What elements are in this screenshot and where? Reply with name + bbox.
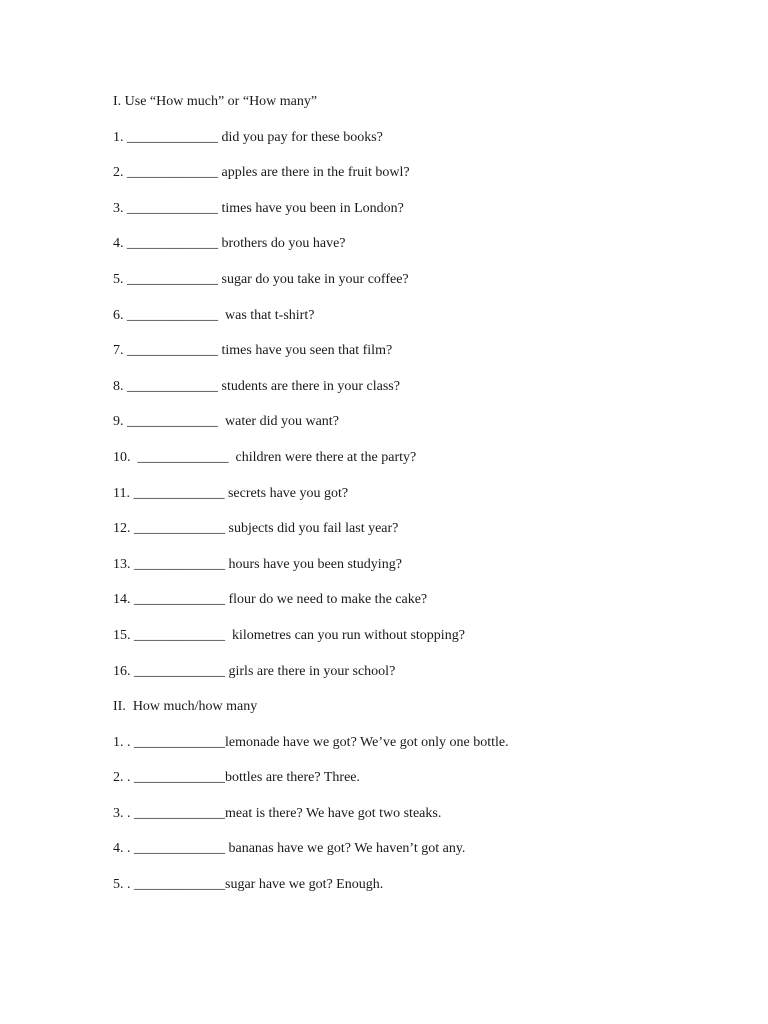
exercise-item: 10. _____________ children were there at the party?: [113, 449, 417, 465]
exercise-item: 8. _____________ students are there in your class?: [113, 378, 400, 394]
exercise-item: 9. _____________ water did you want?: [113, 414, 339, 430]
exercise-item: 4. _____________ brothers do you have?: [113, 236, 346, 252]
exercise-item: 16. _____________ girls are there in your school?: [113, 663, 396, 679]
exercise-item: 1. _____________ did you pay for these books?: [113, 129, 383, 145]
exercise-item: 14. _____________ flour do we need to make the cake?: [113, 592, 428, 608]
worksheet: [113, 93, 733, 912]
exercise-item: 15. _____________ kilometres can you run without stopping?: [113, 627, 465, 643]
exercise-item: 3. . _____________meat is there? We have got two steaks.: [113, 805, 442, 821]
exercise-item: 1. . _____________lemonade have we got? We’ve got only one bottle.: [113, 734, 509, 750]
exercise-item: 4. . _____________ bananas have we got? We haven’t got any.: [113, 841, 466, 857]
exercise-item: 5. _____________ sugar do you take in your coffee?: [113, 271, 409, 287]
exercise-item: 5. . _____________sugar have we got? Enough.: [113, 877, 384, 893]
exercise-item: 7. _____________ times have you seen that film?: [113, 343, 393, 359]
exercise-item: 2. . _____________bottles are there? Three.: [113, 770, 361, 786]
exercise-item: 12. _____________ subjects did you fail last year?: [113, 521, 399, 537]
exercise-item: 11. _____________ secrets have you got?: [113, 485, 349, 501]
exercise-item: 13. _____________ hours have you been studying?: [113, 556, 402, 572]
section-2-heading: II. How much/how many: [113, 699, 258, 715]
exercise-item: 2. _____________ apples are there in the fruit bowl?: [113, 165, 410, 181]
exercise-item: 6. _____________ was that t-shirt?: [113, 307, 315, 323]
exercise-item: 3. _____________ times have you been in London?: [113, 200, 404, 216]
section-1-heading: I. Use “How much” or “How many”: [113, 94, 318, 109]
